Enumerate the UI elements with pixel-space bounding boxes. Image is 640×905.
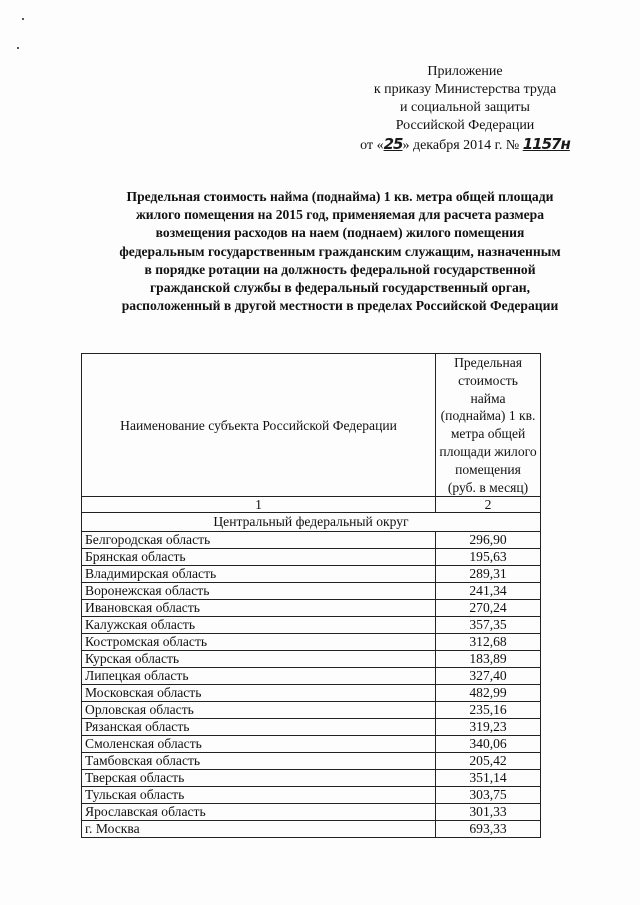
region-name: Белгородская область: [82, 532, 436, 549]
header-rate-line: стоимость найма: [458, 372, 518, 406]
region-name: Калужская область: [82, 617, 436, 634]
title-line: жилого помещения на 2015 год, применяемая для расчета размера: [135, 207, 545, 223]
table-row: [82, 702, 541, 719]
table-row: [82, 821, 541, 838]
header-rate-line: помещения: [455, 461, 521, 477]
column-number-2: 2: [436, 497, 541, 513]
rate-value: 357,35: [436, 617, 541, 634]
region-name: Воронежская область: [82, 583, 436, 600]
table-row: [82, 736, 541, 753]
federal-district-heading: Центральный федеральный округ: [82, 513, 541, 532]
rate-value: 693,33: [436, 821, 541, 838]
rate-value: 340,06: [436, 736, 541, 753]
region-name: Смоленская область: [82, 736, 436, 753]
region-name: Тамбовская область: [82, 753, 436, 770]
region-name: Рязанская область: [82, 719, 436, 736]
rate-value: 183,89: [436, 651, 541, 668]
table-row: [82, 753, 541, 770]
rate-value: 235,16: [436, 702, 541, 719]
rate-value: 205,42: [436, 753, 541, 770]
table-row: [82, 566, 541, 583]
rate-value: 301,33: [436, 804, 541, 821]
region-name: Ивановская область: [82, 600, 436, 617]
title-line: в порядке ротации на должность федеральной государственной: [144, 261, 536, 277]
rate-value: 482,99: [436, 685, 541, 702]
title-line: возмещения расходов на наем (поднаем) жилого помещения: [155, 225, 525, 241]
rate-value: 241,34: [436, 583, 541, 600]
region-name: Брянская область: [82, 549, 436, 566]
table-row: [82, 719, 541, 736]
title-line: расположенный в другой местности в пределах Российской Федерации: [121, 298, 559, 314]
date-prefix: от «: [360, 138, 384, 153]
region-name: Ярославская область: [82, 804, 436, 821]
scan-speck: [17, 47, 19, 49]
table-row: [82, 651, 541, 668]
title-line: гражданской службы в федеральный государственный орган,: [149, 280, 531, 296]
region-name: Костромская область: [82, 634, 436, 651]
scan-speck: [22, 18, 24, 20]
table-row: [82, 617, 541, 634]
table-row: [82, 770, 541, 787]
table-row: [82, 668, 541, 685]
table-row: [82, 532, 541, 549]
rate-value: 312,68: [436, 634, 541, 651]
rate-value: 351,14: [436, 770, 541, 787]
appendix-order-ref: к приказу Министерства труда: [373, 82, 557, 97]
header-rate-value: [436, 354, 541, 497]
table-row: [82, 787, 541, 804]
appendix-header: [340, 63, 590, 155]
region-name: Орловская область: [82, 702, 436, 719]
appendix-date-line: [340, 135, 590, 155]
date-day: 25: [383, 135, 403, 153]
rate-value: 327,40: [436, 668, 541, 685]
title-line: федеральным государственным гражданским служащим, назначенным: [119, 243, 561, 259]
header-rate-line: площади жилого: [439, 443, 537, 459]
header-rate-line: метра общей: [450, 426, 526, 442]
rate-value: 289,31: [436, 566, 541, 583]
title-line: Предельная стоимость найма (поднайма) 1 кв. метра общей площади: [126, 189, 554, 204]
region-name: Тверская область: [82, 770, 436, 787]
table-row: [82, 685, 541, 702]
region-name: Владимирская область: [82, 566, 436, 583]
appendix-label: Приложение: [427, 64, 503, 79]
header-rate-line: (поднайма) 1 кв.: [440, 408, 536, 424]
appendix-ministry: и социальной защиты: [400, 100, 530, 115]
rate-value: 270,24: [436, 600, 541, 617]
region-name: Московская область: [82, 685, 436, 702]
document-title: [60, 188, 620, 315]
table-row: [82, 804, 541, 821]
rate-value: 296,90: [436, 532, 541, 549]
table-row: [82, 549, 541, 566]
table-row: [82, 600, 541, 617]
header-region-name: Наименование субъекта Российской Федерации: [82, 354, 436, 497]
column-number-1: 1: [82, 497, 436, 513]
rate-value: 303,75: [436, 787, 541, 804]
rates-table: [81, 353, 541, 838]
rate-value: 195,63: [436, 549, 541, 566]
date-middle: » декабря 2014 г. №: [402, 138, 523, 153]
region-name: г. Москва: [82, 821, 436, 838]
header-rate-line: (руб. в месяц): [447, 479, 529, 495]
region-name: Курская область: [82, 651, 436, 668]
rate-value: 319,23: [436, 719, 541, 736]
order-number: 1157н: [522, 135, 570, 153]
table-row: [82, 583, 541, 600]
header-rate-line: Предельная: [454, 355, 523, 370]
region-name: Тульская область: [82, 787, 436, 804]
table-row: [82, 634, 541, 651]
region-name: Липецкая область: [82, 668, 436, 685]
appendix-country: Российской Федерации: [395, 118, 535, 133]
